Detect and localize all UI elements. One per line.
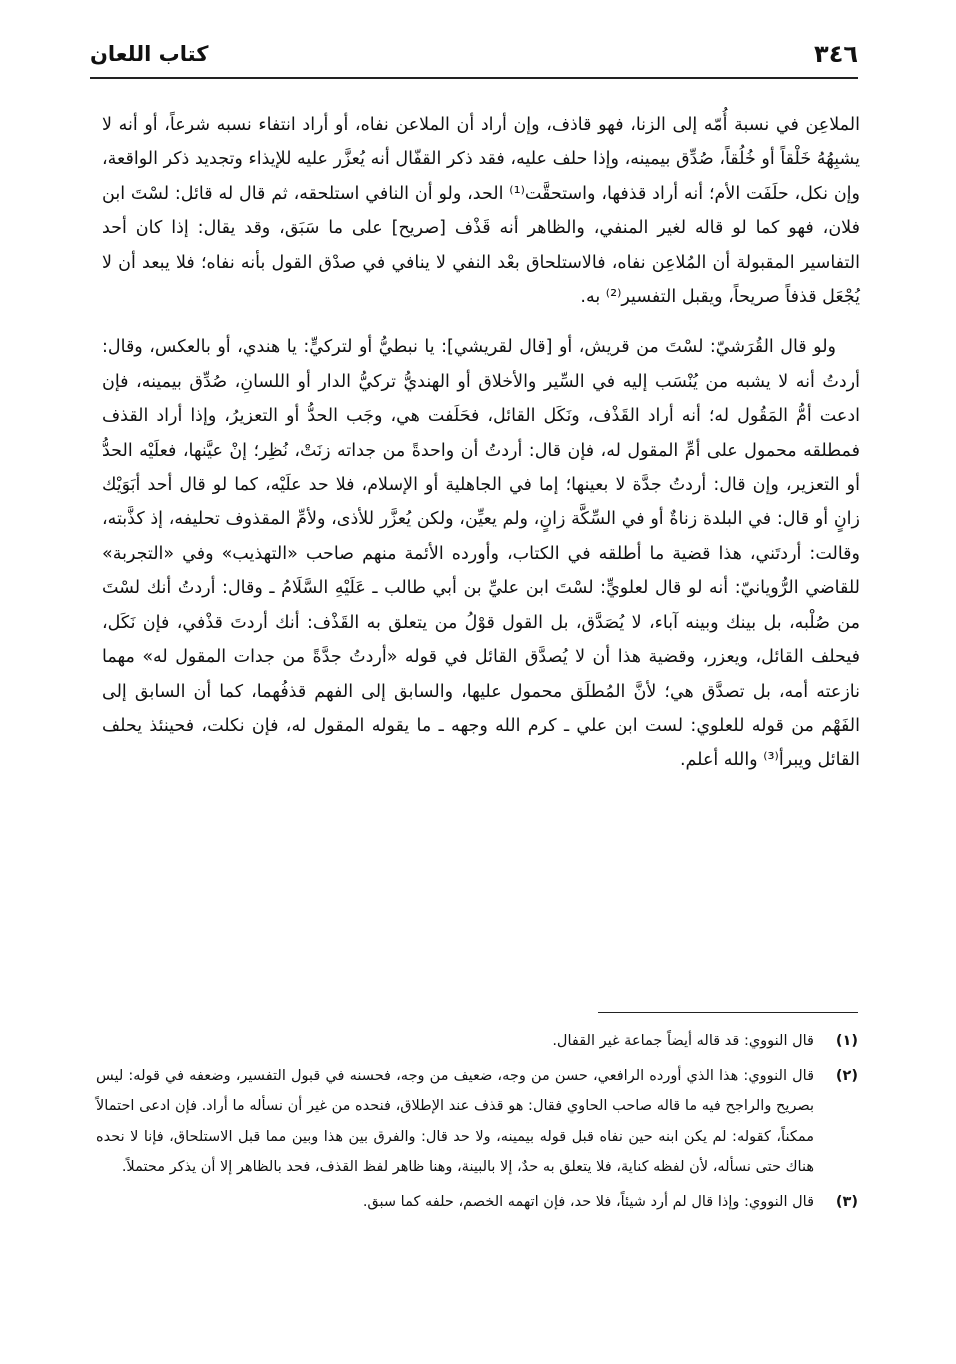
page-header: [90, 40, 858, 70]
footnote-2: [96, 1061, 858, 1183]
main-text: [102, 108, 860, 988]
footnote-text: قال النووي: هذا الذي أورده الرافعي، حسن من وجه، ضعيف من وجه، فحسنه في قبول التفسير، وضعفه في قوله: ليس بصريح والراجح فيه ما قاله صاحب الحاوي فقال: هو قذف عند الإطلاق، فنحده من غير أن نسأله ما أراد. فإن ادعى احتمالاً ممكناً، كقوله: لم يكن ابنه حين نفاه قبل قوله بيمينه، ولا حد قال: والفرق بين هذا وبين مما قبل الاستلحاق، فإنا لا نحده هناك حتى نسأله، لأن لفظه كناية، فلا يتعلق به حدٌ، إلا بالبينة، وهنا ظاهر لفظ القذف، فحد بالظاهر إلا أن يذكر محتملاً.: [96, 1067, 814, 1176]
body-paragraph-1: الملاعِن في نسبة أُمّه إلى الزنا، فهو قاذف، وإن أراد أن الملاعن نفاه، أو أراد انتفاء نسبه شرعاً، أو أنه لا يشبِهُهُ خَلْقاً أو خُلُقاً، صُدِّق بيمينه، وإذا حلف عليه، فقد ذكر القفّال أنه يُعزَّر عليه للإيذاء وتجديد ذكر الواقعة، وإن نكل، حلَفَت الأم؛ أنه أراد قذفها، واستحقَّت⁽¹⁾ الحد، ولو أن النافي استلحقه، ثم قال له قائل: لسْتَ ابن فلان، فهو كما لو قاله لغير المنفي، والظاهر أنه قَذْف [صريح] على ما سَبَق، وقد يقال: إذا كان أحد التفاسير المقبولة أن المُلاعِن نفاه، فالاستلحاق بعْد النفي لا ينافي في صدْق القول بأنه نفاه؛ فلا يبعد أن لا يُجْعَل قذفاً صريحاً، ويقبل التفسير⁽²⁾ به.: [102, 115, 860, 308]
footnote-mark: (٢): [835, 1067, 858, 1084]
footnote-text: قال النووي: وإذا قال لم أرد شيئاً، فلا حد، فإن اتهمه الخصم، حلفه كما سبق.: [362, 1193, 814, 1210]
header-rule: [90, 77, 858, 79]
footnotes: [96, 1026, 858, 1222]
page-number: ٣٤٦: [814, 40, 858, 68]
footnote-1: [96, 1026, 858, 1057]
footnote-mark: (١): [835, 1033, 858, 1049]
running-title: كتاب اللعان: [90, 42, 209, 66]
footnote-3: [96, 1187, 858, 1218]
footnote-mark: (٣): [835, 1193, 858, 1210]
body-paragraph-2: ولو قال القُرَشيّ: لسْتَ من قريش، أو [قال لقريشي]: يا نبطيُّ أو لتركيٍّ: يا هندي، أو بالعكس، وقال: أردتُ أنه لا يشبه من يُنْسَب إليه في السِّير والأخلاق أو الهنديُّ تركيُّ الدار أو اللسانِ، صُدِّق بيمينه، فإن ادعت أمُّ المَقُول له؛ أنه أراد القَذْف، ونَكَل القائل، فحَلَفت هي، وجَب الحدُّ أو التعزيرُ، وإذا أراد القذف فمطلقه محمول على أمِّ المقول له، فإن قال: أردتُ أن واحدةً من جداته زنَتْ، نُظِر؛ إنْ عيَّنها، فعلَيْه الحدُّ أو التعزير، وإن قال: أردتُ جدَّة لا بعينها؛ إما في الجاهلية أو الإسلام، فلا حد علَيْه، كما لو قال أحد أبَوَيْك زانٍ أو قال: في البلدة زناةٌ أو في السِّكَّة زانٍ، ولم يعيِّن، ولكن يُعزَّر للأذى، ولأمِّ المقذوف تحليفه، إذ كذَّبته، وقالت: أردتَني، هذا قضية ما أطلقه في الكتاب، وأورده الأئمة منهم صاحب «التهذيب» وفي «التجربة» للقاضي الرُّويانيّ: أنه لو قال لعلويٍّ: لسْتَ ابن عليِّ بن أبي طالب ـ عَلَيْهِ السَّلَامُ ـ وقال: أردتُ أنك لسْتَ من صُلْبه، بل بينك وبينه آباء، لا يُصَدَّق، بل القول قوْلُ من يتعلق به القَذْف: أنك أردتَ قذْفي، فإن نَكَل، فيحلف القائل، ويعزر، وقضية هذا أن لا يُصدَّق القائل في قوله «أردتُ جدَّةً من جدات المقول له» مهما نازعته أمه، بل تصدَّق هي؛ لأنَّ المُطلَق محمول عليها، والسابق إلى الفهم قذفُهما، كما أن السابق إلى الفَهْم من قوله للعلوي: لست ابن علي ـ كرم الله وجهه ـ ما يقوله المقول له، فإن نكلت، فحينئذ يحلف القائل ويبرأ⁽³⁾ والله أعلم.: [102, 337, 860, 771]
footnote-text: قال النووي: قد قاله أيضاً جماعة غير القفال.: [552, 1033, 814, 1049]
footnote-rule: [598, 1012, 858, 1013]
